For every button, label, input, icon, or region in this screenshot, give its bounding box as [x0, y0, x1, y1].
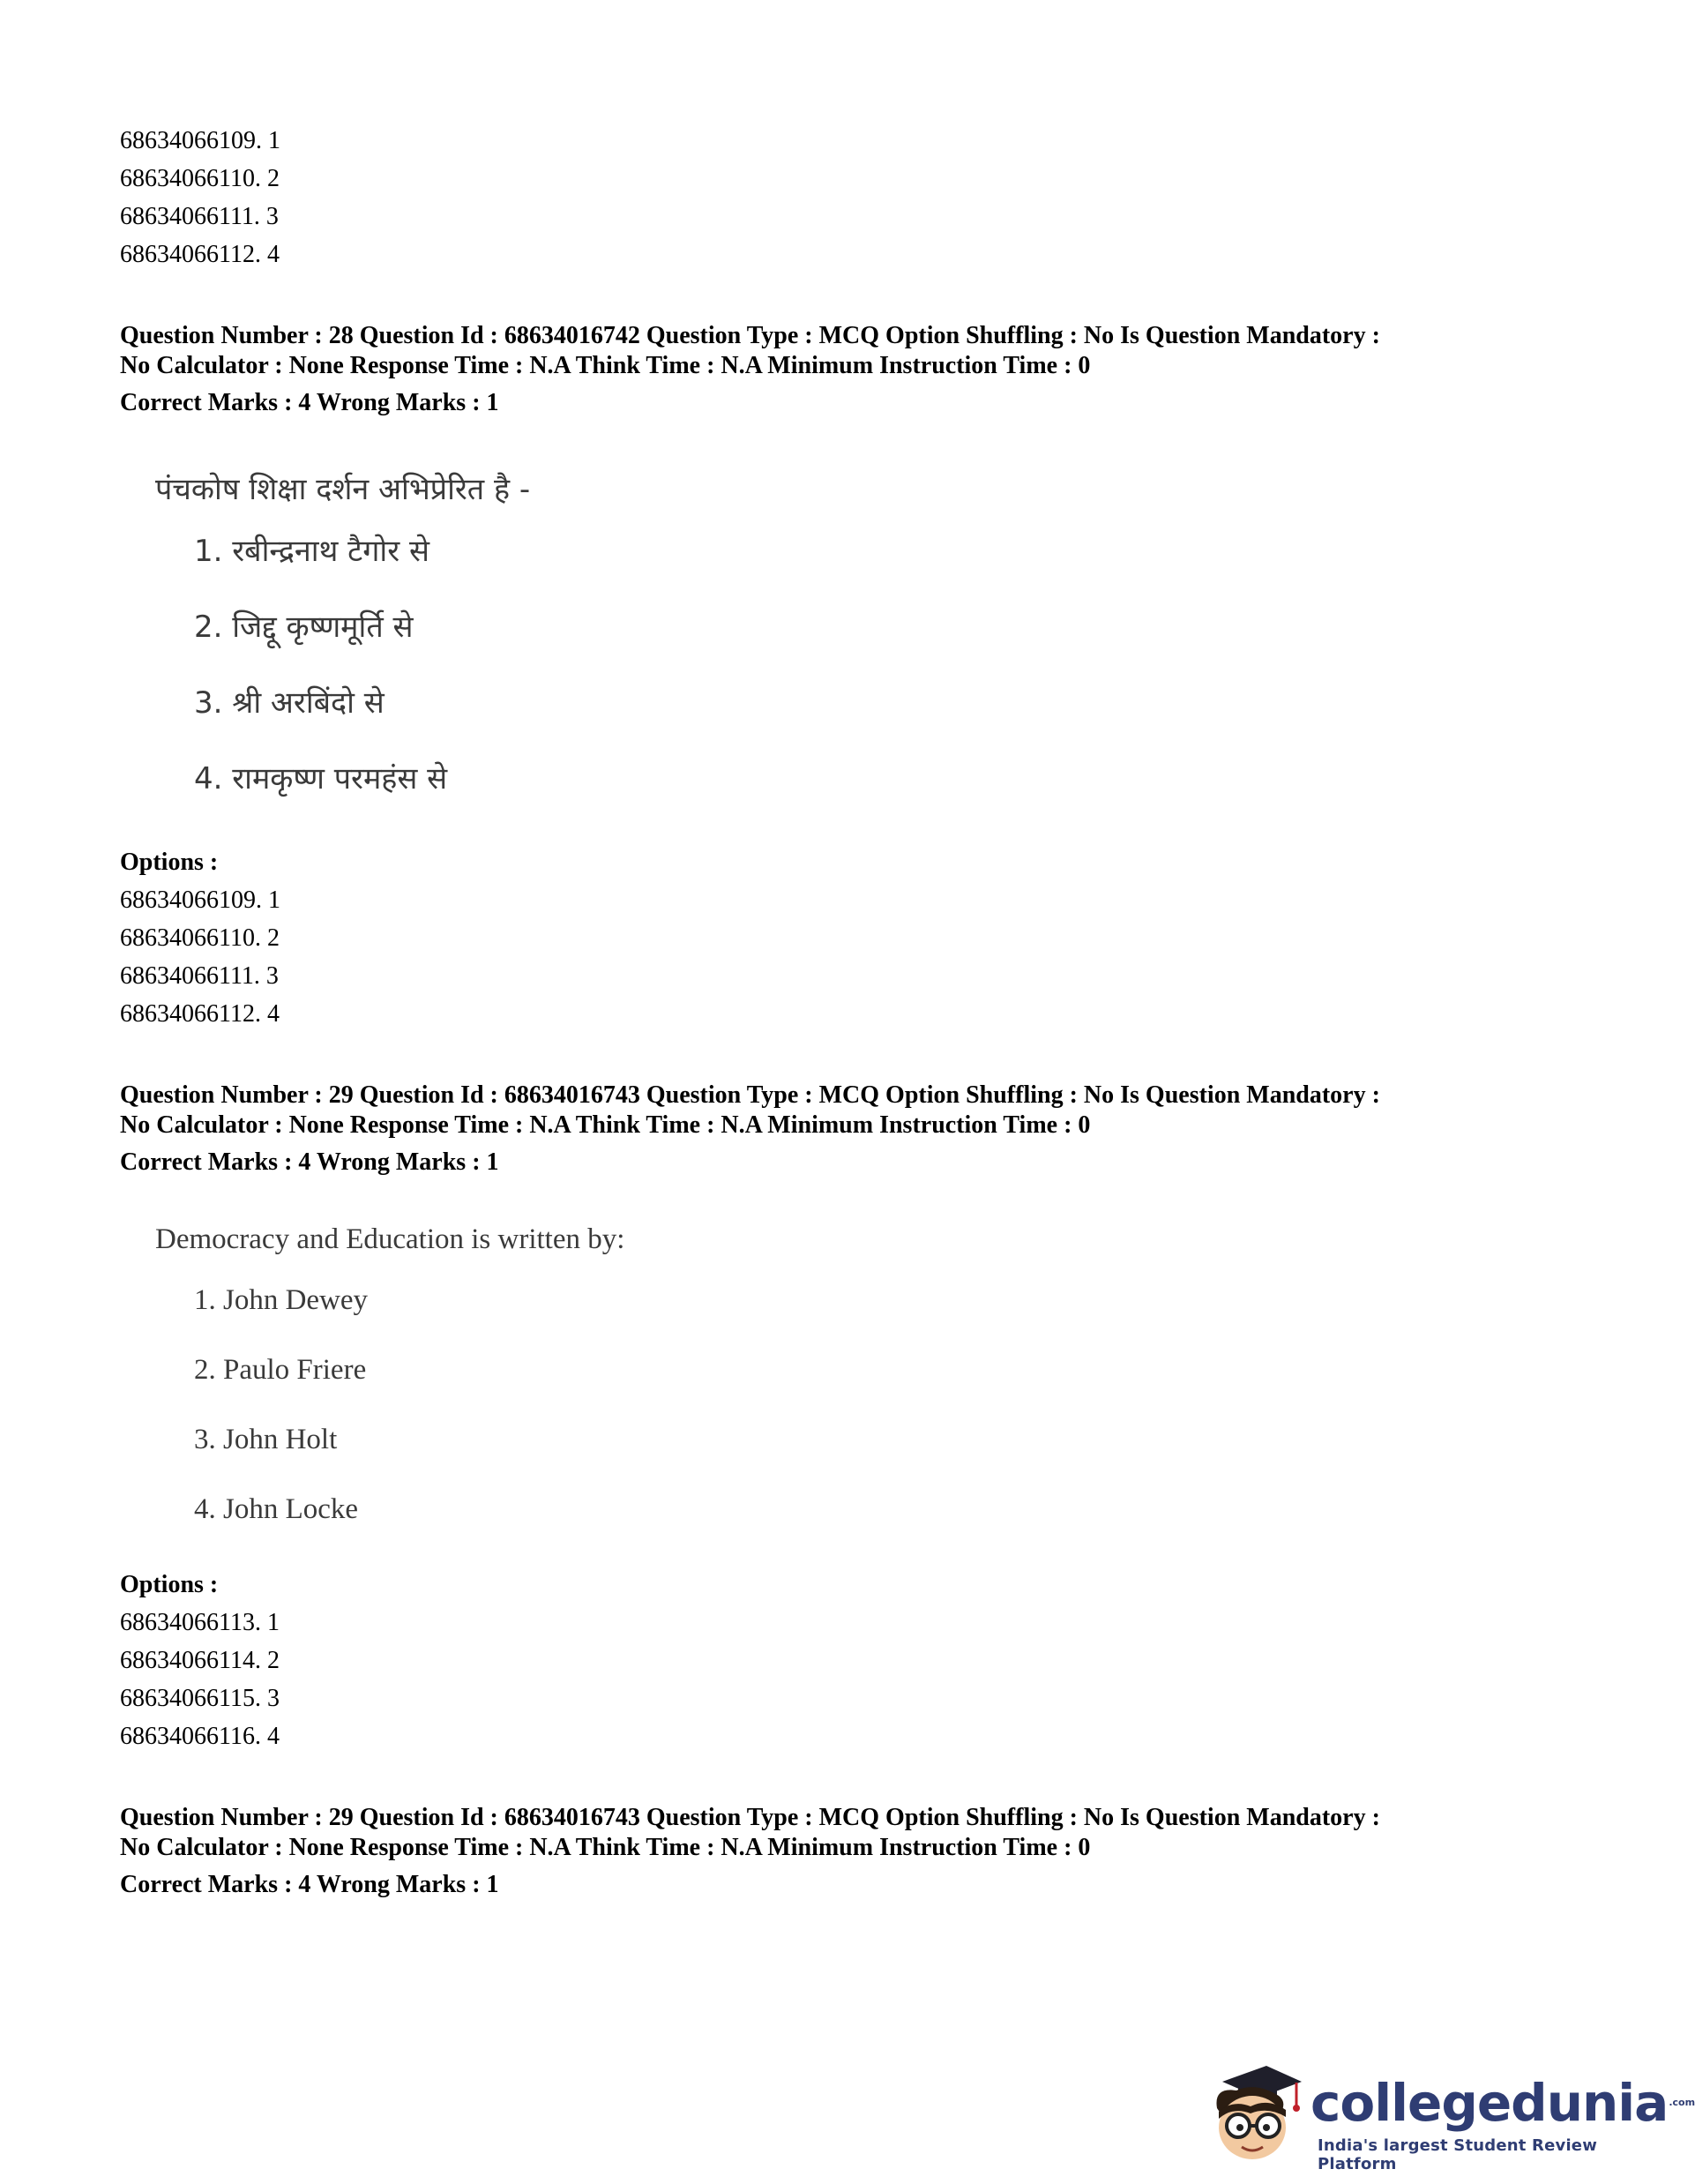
question-image: [155, 1213, 1531, 1545]
option-line: 68634066115. 3: [120, 1685, 280, 1712]
previous-options-list: [120, 122, 1531, 273]
collegedunia-logo[interactable]: [1198, 2055, 1695, 2173]
question-stem: Democracy and Education is written by:: [155, 1223, 625, 1255]
option-line: 68634066114. 2: [120, 1647, 280, 1674]
option-line: 68634066110. 2: [120, 924, 280, 952]
question-block-29: [120, 1033, 1531, 1755]
question-stem: पंचकोष शिक्षा दर्शन अभिप्रेरित है -: [155, 472, 531, 507]
options-label: Options :: [120, 1571, 219, 1598]
question-marks: Correct Marks : 4 Wrong Marks : 1: [120, 1148, 499, 1176]
brand-text: collegedunia: [1310, 2073, 1669, 2133]
question-choice: 2. जिद्दू कृष्णमूर्ति से: [194, 610, 414, 645]
option-line: 68634066110. 2: [120, 165, 280, 192]
brand-tagline: India's largest Student Review Platform: [1318, 2136, 1598, 2173]
question-block-29-repeat: [120, 1755, 1531, 1900]
brand-name: [1310, 2075, 1695, 2131]
question-choice: 3. श्री अरबिंदो से: [194, 685, 385, 721]
option-line: 68634066112. 4: [120, 241, 280, 268]
question-choice: 2. Paulo Friere: [194, 1354, 367, 1386]
option-line: 68634066111. 3: [120, 962, 279, 990]
question-meta-line: Question Number : 29 Question Id : 68634016743 Question Type : MCQ Option Shuffling : No Is Question Mandatory :: [120, 1081, 1380, 1109]
question-meta: [120, 321, 1531, 381]
question-choice: 3. John Holt: [194, 1424, 338, 1455]
question-meta: [120, 1803, 1531, 1863]
options-label: Options :: [120, 849, 219, 876]
question-choice: 4. रामकृष्ण परमहंस से: [194, 761, 448, 797]
option-line: 68634066111. 3: [120, 203, 279, 230]
question-meta-line: Question Number : 28 Question Id : 68634016742 Question Type : MCQ Option Shuffling : No Is Question Mandatory :: [120, 322, 1380, 349]
question-meta-line: No Calculator : None Response Time : N.A Think Time : N.A Minimum Instruction Time : 0: [120, 1111, 1091, 1139]
question-image: [155, 466, 1531, 817]
exam-page: [120, 122, 1531, 1900]
question-meta: [120, 1081, 1531, 1141]
question-choice: 1. रबीन्द्रनाथ टैगोर से: [194, 534, 429, 569]
question-marks: Correct Marks : 4 Wrong Marks : 1: [120, 389, 499, 416]
question-choice: 4. John Locke: [194, 1493, 359, 1525]
option-line: 68634066116. 4: [120, 1723, 280, 1750]
option-line: 68634066113. 1: [120, 1609, 280, 1636]
question-meta-line: No Calculator : None Response Time : N.A Think Time : N.A Minimum Instruction Time : 0: [120, 1834, 1091, 1861]
student-mascot-icon: [1198, 2055, 1312, 2170]
question-meta-line: No Calculator : None Response Time : N.A Think Time : N.A Minimum Instruction Time : 0: [120, 352, 1091, 379]
brand-suffix: .com: [1669, 2097, 1695, 2108]
question-meta-line: Question Number : 29 Question Id : 68634016743 Question Type : MCQ Option Shuffling : No Is Question Mandatory :: [120, 1804, 1380, 1831]
option-line: 68634066109. 1: [120, 127, 280, 154]
question-choice: 1. John Dewey: [194, 1284, 369, 1316]
question-marks: Correct Marks : 4 Wrong Marks : 1: [120, 1871, 499, 1898]
question-block-28: [120, 273, 1531, 1033]
option-line: 68634066109. 1: [120, 886, 280, 914]
option-line: 68634066112. 4: [120, 1000, 280, 1028]
